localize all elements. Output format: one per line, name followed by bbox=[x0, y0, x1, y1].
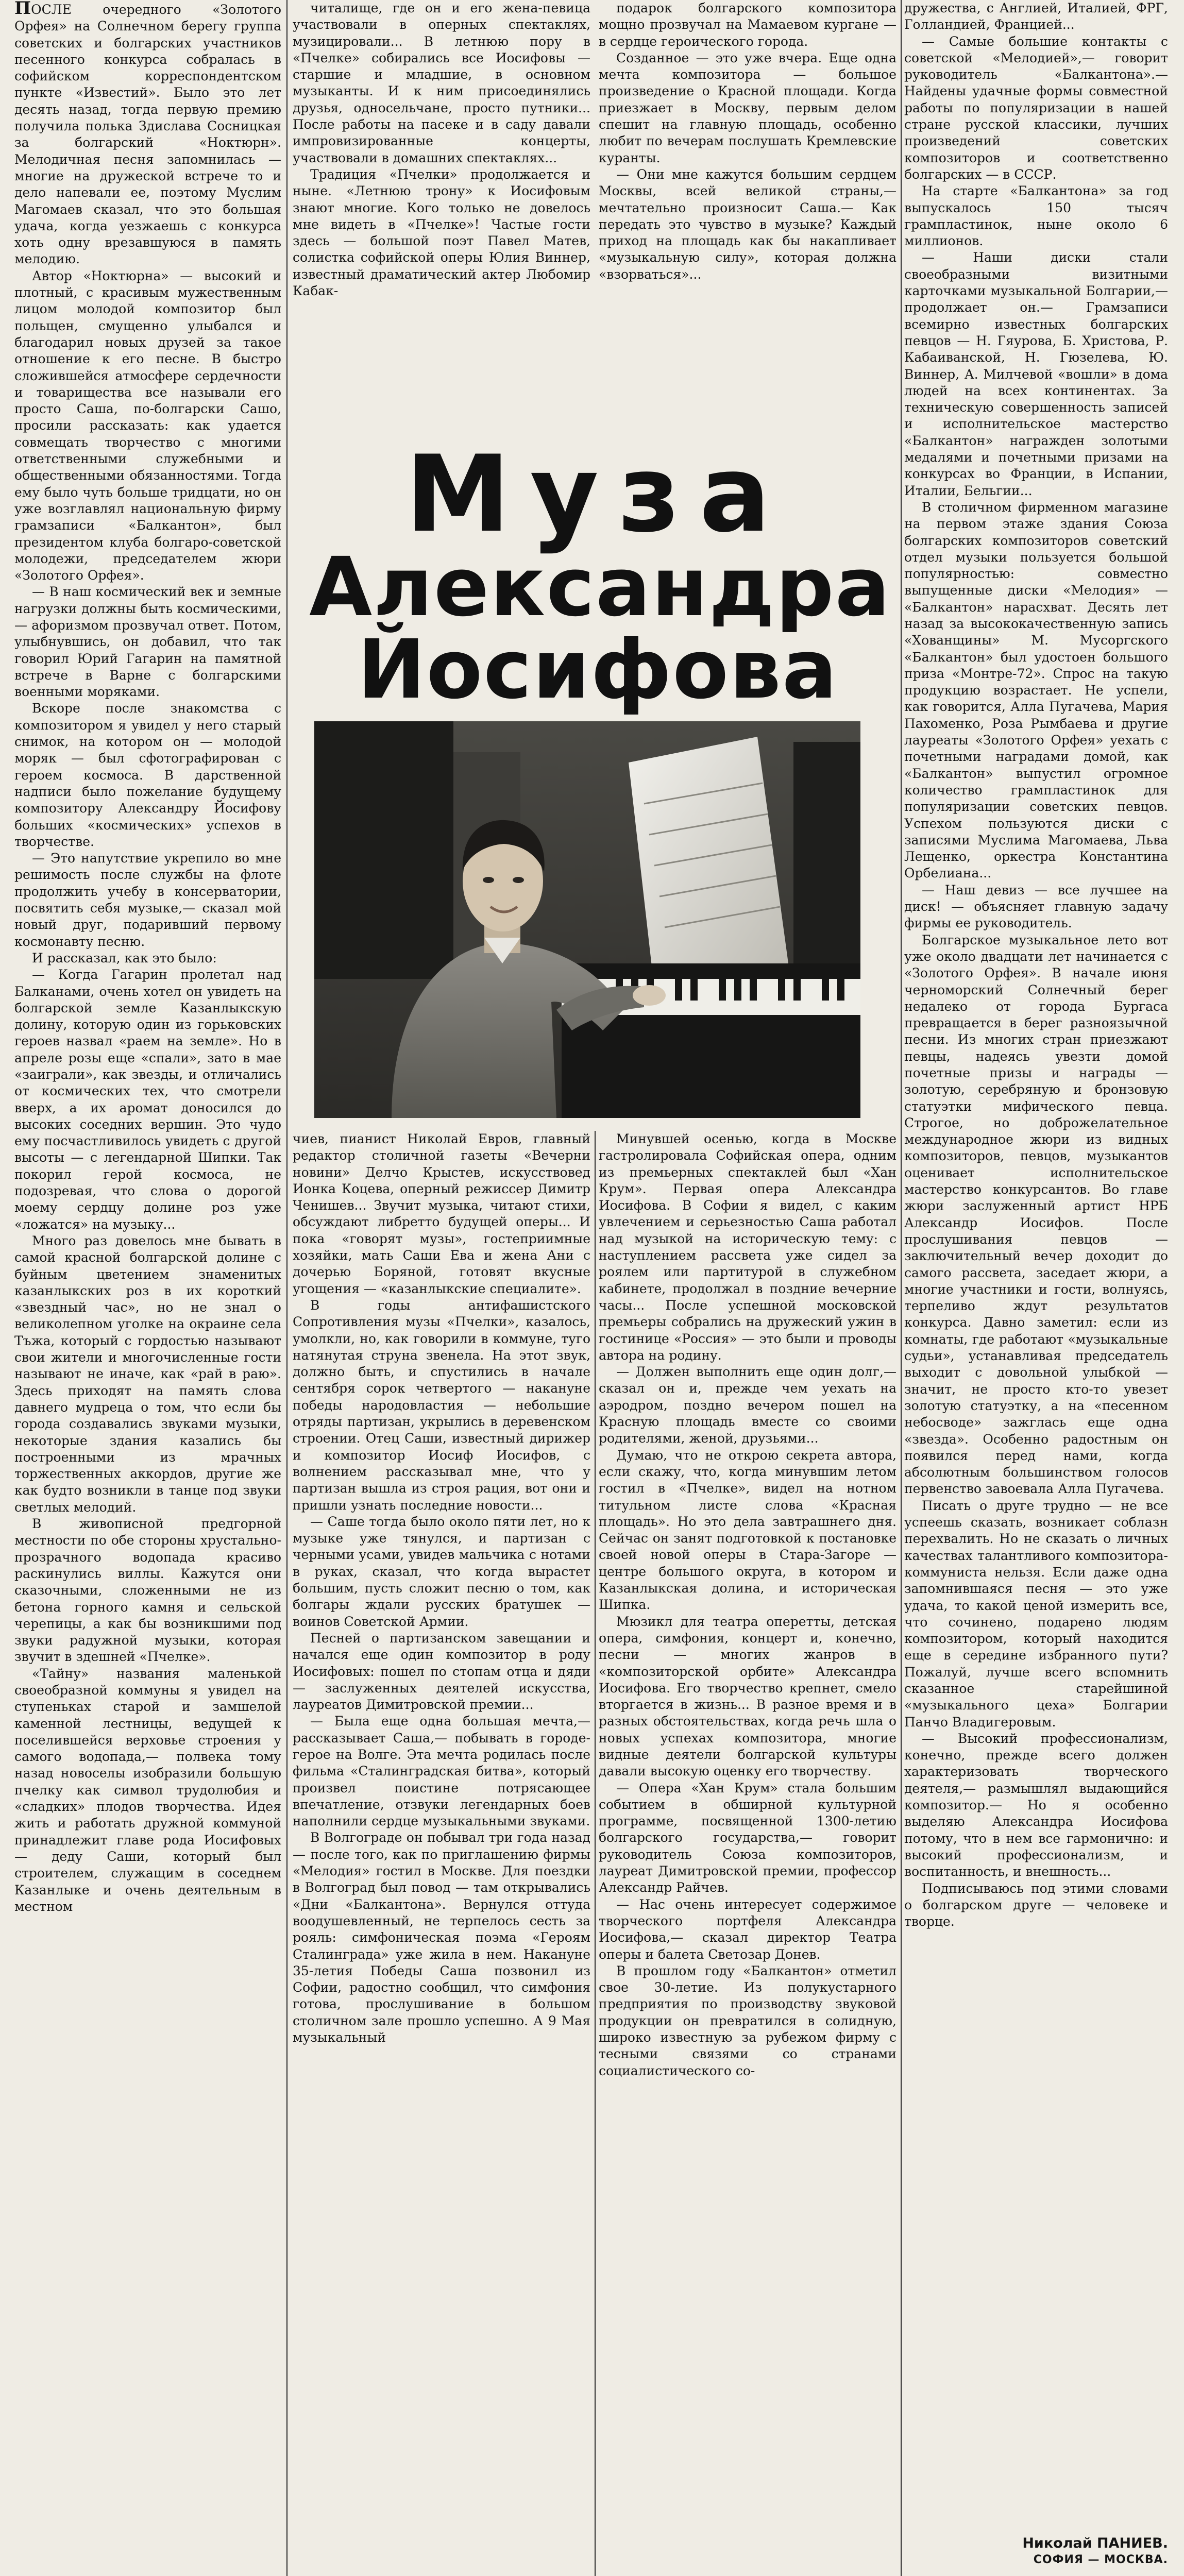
paragraph: Думаю, что не открою секрета автора, если скажу, что, когда минувшим летом гостил в «Пчелке», видел на нотном титульном листе слова «Красная площадь». Но это дела завтрашнего дня. Сейчас он занят подготовкой к постановке своей новой оперы в Стара-Загоре — центре большого округа, в котором и Казанлыкская долина, и историческая Шипка. bbox=[599, 1447, 897, 1613]
photo-illustration bbox=[314, 721, 860, 1118]
paragraph: ПОСЛЕ очередного «Золотого Орфея» на Солнечном берегу группа советских и болгарских участников песенного конкурса собралась в софийском корреспондентском пункте «Известий». Было это лет десять назад, тогда первую премию получила полька Здислава Сосницкая за болгарский «Ноктюрн». Мелодичная песня запомнилась — многие на дружеской встрече то и дело напевали ее, поэтому Муслим Магомаев сказал, что это большая удача, когда уезжаешь с конкурса хоть одну врезавшуюся в память мелодию. bbox=[14, 0, 281, 267]
paragraph: На старте «Балкантона» за год выпускалось 150 тысяч грампластинок, ныне около 6 миллионов. bbox=[904, 183, 1168, 249]
paragraph: — Самые большие контакты с советской «Мелодией»,— говорит руководитель «Балкантона».— Найдены удачные формы совместной работы по популяризации в нашей стране русской классики, лучших произведений советских композиторов и соответственно болгарских — в СССР. bbox=[904, 33, 1168, 182]
paragraph: — Нас очень интересует содержимое творческого портфеля Александра Иосифова,— сказал директор Театра оперы и балета Светозар Донев. bbox=[599, 1896, 897, 1962]
column-divider bbox=[286, 0, 287, 2576]
paragraph: В прошлом году «Балкантон» отметил свое 30-летие. Из полукустарного предприятия по производству звуковой продукции он превратился в солидную, широко известную за рубежом фирму с тесными связями со странами социалистического со- bbox=[599, 1963, 897, 2078]
dateline-place: СОФИЯ — МОСКВА. bbox=[1033, 2553, 1168, 2566]
paragraph: Много раз довелось мне бывать в самой красной болгарской долине с буйным цветением знаменитых казанлыкских роз в их короткий «звездный час», но не знал о великолепном уголке на окраине села Тъжа, который с гордостью называют свои жители и многочисленные гости называют не иначе, как «рай в раю». Здесь приходят на память слова давнего мудреца о том, что если бы города создавались звуками музыки, некоторые здания казались бы построенными из мрачных торжественных аккордов, другие же как будто возникли в танце под звуки светлых мелодий. bbox=[14, 1233, 281, 1515]
paragraph: — В наш космический век и земные нагрузки должны быть космическими,— афоризмом прозвучал ответ. Потом, улыбнувшись, он добавил, что так говорил Юрий Гагарин на памятной встрече в Варне с болгарскими военными моряками. bbox=[14, 584, 281, 700]
paragraph: — Опера «Хан Крум» стала большим событием в обширной культурной программе, посвященной 1300-летию болгарского государства,— говорит руководитель Союза композиторов, лауреат Димитровской премии, профессор Александр Райчев. bbox=[599, 1780, 897, 1895]
paragraph: — Высокий профессионализм, конечно, прежде всего должен характеризовать творческого деятеля,— размышлял выдающийся композитор.— Но я особенно выделяю Александра Иосифова потому, что в нем все гармонично: и высокий профессионализм, и воспитанность, и внешность... bbox=[904, 1731, 1168, 1879]
paragraph: В Волгограде он побывал три года назад — после того, как по приглашению фирмы «Мелодия» гостил в Москве. Для поездки в Волгоград был повод — там открывались «Дни «Балкантона». Вернулся оттуда воодушевленный, не терпелось сесть за рояль: симфоническая поэма «Героям Сталинграда» уже жила в нем. Накануне 35-летия Победы Саша позвонил из Софии, радостно сообщил, что симфония готова, прослушивание в большом столичном зале прошло успешно. А 9 Мая музыкальный bbox=[293, 1830, 590, 2045]
article-column-4 bbox=[904, 0, 1168, 2576]
paragraph: В столичном фирменном магазине на первом этаже здания Союза болгарских композиторов советский отдел музыки пользуется большой популярностью: совместно выпущенные диски «Мелодия» — «Балкантон» нарасхват. Десять лет назад за высококачественную запись «Хованщины» М. Мусоргского «Балкантон» был удостоен большого приза «Монтре-72». Спрос на такую продукцию возрастает. Не успели, как говорится, Алла Пугачева, Мария Пахоменко, Роза Рымбаева и другие лауреаты «Золотого Орфея» уехать с почетными наградами домой, как «Балкантон» выпустил огромное количество грампластинок для популяризации советских певцов. Успехом пользуются диски с записями Муслима Магомаева, Льва Лещенко, оркестра Константина Орбелиана... bbox=[904, 499, 1168, 881]
paragraph: Писать о друге трудно — не все успеешь сказать, возникает соблазн перехвалить. Но не сказать о личных качествах талантливого композитора-коммуниста нельзя. Если даже одна запомнившаяся песня — это уже удача, то какой ценой измерить все, что сочинено, подарено людям композитором, который находится еще в середине избранного пути? Пожалуй, лучше всего вспомнить сказанное старейшиной «музыкального цеха» Болгарии Панчо Владигеровым. bbox=[904, 1498, 1168, 1730]
composer-photo bbox=[314, 721, 860, 1118]
paragraph: В годы антифашистского Сопротивления музы «Пчелки», казалось, умолкли, но, как говорили в коммуне, туго натянутая струна звенела. На этот звук, должно быть, и спустились в начале сентября сорок четвертого — накануне победы народовластия — небольшие отряды партизан, укрылись в деревенском строении. Отец Саши, известный дирижер и композитор Иосиф Иосифов, с волнением рассказывал мне, что у партизан вышла из строя рация, вот они и пришли узнать последние новости... bbox=[293, 1297, 590, 1513]
headline bbox=[309, 433, 891, 717]
column-divider bbox=[595, 1131, 596, 2576]
paragraph: чиев, пианист Николай Евров, главный редактор столичной газеты «Вечерни новини» Делчо Крыстев, искусствовед Ионка Коцева, оперный режиссер Димитр Ченишев... Звучит музыка, читают стихи, обсуждают либретто будущей оперы... И пока «говорят музы», гостеприимные хозяйки, мать Саши Ева и жена Ани с дочерью Боряной, готовят вкусные угощения — «казанлыкские специалите». bbox=[293, 1131, 590, 1296]
article-column-2-top bbox=[293, 0, 590, 430]
article-column-1 bbox=[14, 0, 281, 2576]
paragraph: Мюзикл для театра оперетты, детская опера, симфония, концерт и, конечно, песни — многих жанров в «композиторской орбите» Александра Иосифова. Его творчество крепнет, смело вторгается в жизнь... В разное время и в разных обстоятельствах, когда речь шла о новых успехах композитора, многие видные деятели болгарской культуры давали высокую оценку его творчеству. bbox=[599, 1614, 897, 1779]
paragraph: Созданное — это уже вчера. Еще одна мечта композитора — большое произведение о Красной площади. Когда приезжает в Москву, первым делом спешит на главную площадь, особенно любит по вечерам послушать Кремлевские куранты. bbox=[599, 50, 897, 165]
paragraph: — Когда Гагарин пролетал над Балканами, очень хотел он увидеть на болгарской земле Казанлыкскую долину, которую один из горьковских героев назвал «раем на земле». Но в апреле розы еще «спали», зато в мае «заиграли», как звезды, и отличались от космических тех, что смотрели вверх, а их аромат доносился до высоких соседних вершин. Это чудо ему посчастливилось увидеть с другой высоты — с легендарной Шипки. Так покорил герой космоса, не подозревая, что слова о дорогой моему сердцу долине роз уже «ложатся» на музыку... bbox=[14, 967, 281, 1232]
author-name: Николай ПАНИЕВ. bbox=[1022, 2535, 1168, 2551]
paragraph: Болгарское музыкальное лето вот уже около двадцати лет начинается с «Золотого Орфея». В начале июня черноморский Солнечный берег недалеко от города Бургаса превращается в берег разноязычной песни. Из многих стран приезжают певцы, надеясь увезти домой почетные призы и награды — золотую, серебряную и бронзовую статуэтки мифического певца. Строгое, но доброжелательное международное жюри из видных композиторов, певцов, музыкантов оценивает исполнительское мастерство конкурсантов. Во главе жюри заслуженный артист НРБ Александр Иосифов. После прослушивания певцов — заключительный вечер доходит до самого рассвета, заседает жюри, а многие участники и гости, волнуясь, терпеливо ждут результатов конкурса. Давно заметил: если из комнаты, где работают «музыкальные судьи», устанавливая председатель выходит с довольной улыбкой — значит, не просто кто-то увезет золотую статуэтку, а на «песенном небосводе» зажглась еще одна «звезда». Особенно радостным он появился перед нами, когда абсолютным большинством голосов первенство завоевала Алла Пугачева. bbox=[904, 932, 1168, 1497]
paragraph: — Саше тогда было около пяти лет, но к музыке уже тянулся, и партизан с черными усами, увидев мальчика с нотами в руках, сказал, что когда вырастет большим, пусть сложит песню о том, как болгары ждали русских братушек — воинов Советской Армии. bbox=[293, 1514, 590, 1629]
paragraph: Вскоре после знакомства с композитором я увидел у него старый снимок, на котором он — молодой моряк — был сфотографирован с героем космоса. В дарственной надписи было пожелание будущему композитору Александру Йосифову больших «космических» успехов в творчестве. bbox=[14, 701, 281, 849]
paragraph: — Была еще одна большая мечта,— рассказывает Саша,— побывать в городе-герое на Волге. Эта мечта родилась после фильма «Сталинградская битва», который произвел поистине потрясающее впечатление, отзвуки легендарных боев наполнили сердце музыкальными звуками. bbox=[293, 1714, 590, 1829]
paragraph: В живописной предгорной местности по обе стороны хрустально-прозрачного водопада красиво раскинулись виллы. Кажутся они сказочными, сложенными не из бетона горного камня и сельской черепицы, а как бы возникшими под звуки радужной музыки, которая звучит в здешней «Пчелке». bbox=[14, 1516, 281, 1665]
byline bbox=[904, 2535, 1168, 2568]
headline-line-1: Муза bbox=[405, 433, 790, 556]
paragraph: Подписываюсь под этими словами о болгарском друге — человеке и творце. bbox=[904, 1880, 1168, 1929]
paragraph: Песней о партизанском завещании и начался еще один композитор в роду Иосифовых: пошел по стопам отца и дяди — заслуженных деятелей искусства, лауреатов Димитровской премии... bbox=[293, 1630, 590, 1713]
paragraph: Минувшей осенью, когда в Москве гастролировала Софийская опера, одним из премьерных спектаклей был «Хан Крум». Первая опера Александра Иосифова. В Софии я видел, с каким увлечением и серьезностью Саша работал над музыкой на историческую тему: с наступлением рассвета уже сидел за роялем или партитурой в служебном кабинете, продолжал в поздние вечерние часы... После успешной московской премьеры собрались на дружеский ужин в гостинице «Россия» — это были и проводы автора на родину. bbox=[599, 1131, 897, 1363]
paragraph: Традиция «Пчелки» продолжается и ныне. «Летнюю трону» к Иосифовым знают многие. Кого только не довелось мне видеть в «Пчелке»! Частые гости здесь — большой поэт Павел Матев, солистка софийской оперы Юлия Виннер, известный драматический актер Любомир Кабак- bbox=[293, 166, 590, 299]
paragraph: — Они мне кажутся большим сердцем Москвы, всей великой страны,— мечтательно произносит Саша.— Как передать это чувство в музыке? Каждый приход на площадь как бы накапливает «музыкальную силу», которая должна «взорваться»... bbox=[599, 166, 897, 282]
paragraph: подарок болгарского композитора мощно прозвучал на Мамаевом кургане — в сердце героического города. bbox=[599, 1, 897, 49]
article-column-2-bottom bbox=[293, 1131, 590, 2576]
paragraph: — Это напутствие укрепило во мне решимость после службы на флоте продолжить учебу в консерватории, посвятить себя музыке,— сказал мой новый друг, подаривший первому космонавту песню. bbox=[14, 851, 281, 949]
paragraph: Автор «Ноктюрна» — высокий и плотный, с красивым мужественным лицом молодой композитор был польщен, смущенно улыбался и благодарил новых друзей за такое отношение к его песне. В быстро сложившейся атмосфере сердечности и товарищества все называли его просто Саша, по-болгарски Сашо, просили рассказать: как удается совмещать творчество с многими ответственными служебными и общественными обязанностями. Тогда ему было чуть больше тридцати, но он уже возглавлял национальную фирму грамзаписи «Балкантон», был президентом клуба болгаро-советской молодежи, председателем жюри «Золотого Орфея». bbox=[14, 268, 281, 583]
paragraph: — Наш девиз — все лучшее на диск! — объясняет главную задачу фирмы ее руководитель. bbox=[904, 882, 1168, 931]
headline-line-2: Александра Йосифова bbox=[309, 540, 891, 717]
column-divider bbox=[901, 0, 902, 2576]
paragraph: читалище, где он и его жена-певица участвовали в оперных спектаклях, музицировали... В летнюю пору в «Пчелке» собирались все Иосифовы — старшие и младшие, в основном музыканты. И к ним присоединялись друзья, односельчане, просто путники... После работы на пасеке и в саду давали импровизированные концерты, участвовали в домашних спектаклях... bbox=[293, 1, 590, 165]
paragraph: — Наши диски стали своеобразными визитными карточками музыкальной Болгарии,— продолжает он.— Грамзаписи всемирно известных болгарских певцов — Н. Гяурова, Б. Христова, Р. Кабаиванской, Н. Гюзелева, Ю. Виннер, А. Милчевой «вошли» в дома людей на всех континентах. За техническую совершенность записей и исполнительское мастерство «Балкантон» награжден золотыми медалями и почетными призами на конкурсах во Франции, в Испании, Италии, Бельгии... bbox=[904, 250, 1168, 498]
article-column-3-bottom bbox=[599, 1131, 897, 2576]
paragraph: — Должен выполнить еще один долг,— сказал он и, прежде чем уехать на аэродром, поздно вечером пошел на Красную площадь вместе со своими родителями, женой, друзьями... bbox=[599, 1364, 897, 1446]
paragraph: И рассказал, как это было: bbox=[32, 950, 217, 965]
article-column-3-top bbox=[599, 0, 897, 430]
paragraph: «Тайну» названия маленькой своеобразной коммуны я увидел на ступеньках старой и замшелой каменной лестницы, ведущей к поселившейся верховье строения у самого водопада,— полвека тому назад новоселы изобразили большую пчелку как символ трудолюбия и «сладких» плодов творчества. Идея жить и работать дружной коммуной принадлежит главе рода Иосифовых — деду Саши, который был строителем, служащим в соседнем Казанлыке и очень деятельным в местном bbox=[14, 1666, 281, 1914]
paragraph: дружества, с Англией, Италией, ФРГ, Голландией, Францией... bbox=[904, 1, 1168, 32]
